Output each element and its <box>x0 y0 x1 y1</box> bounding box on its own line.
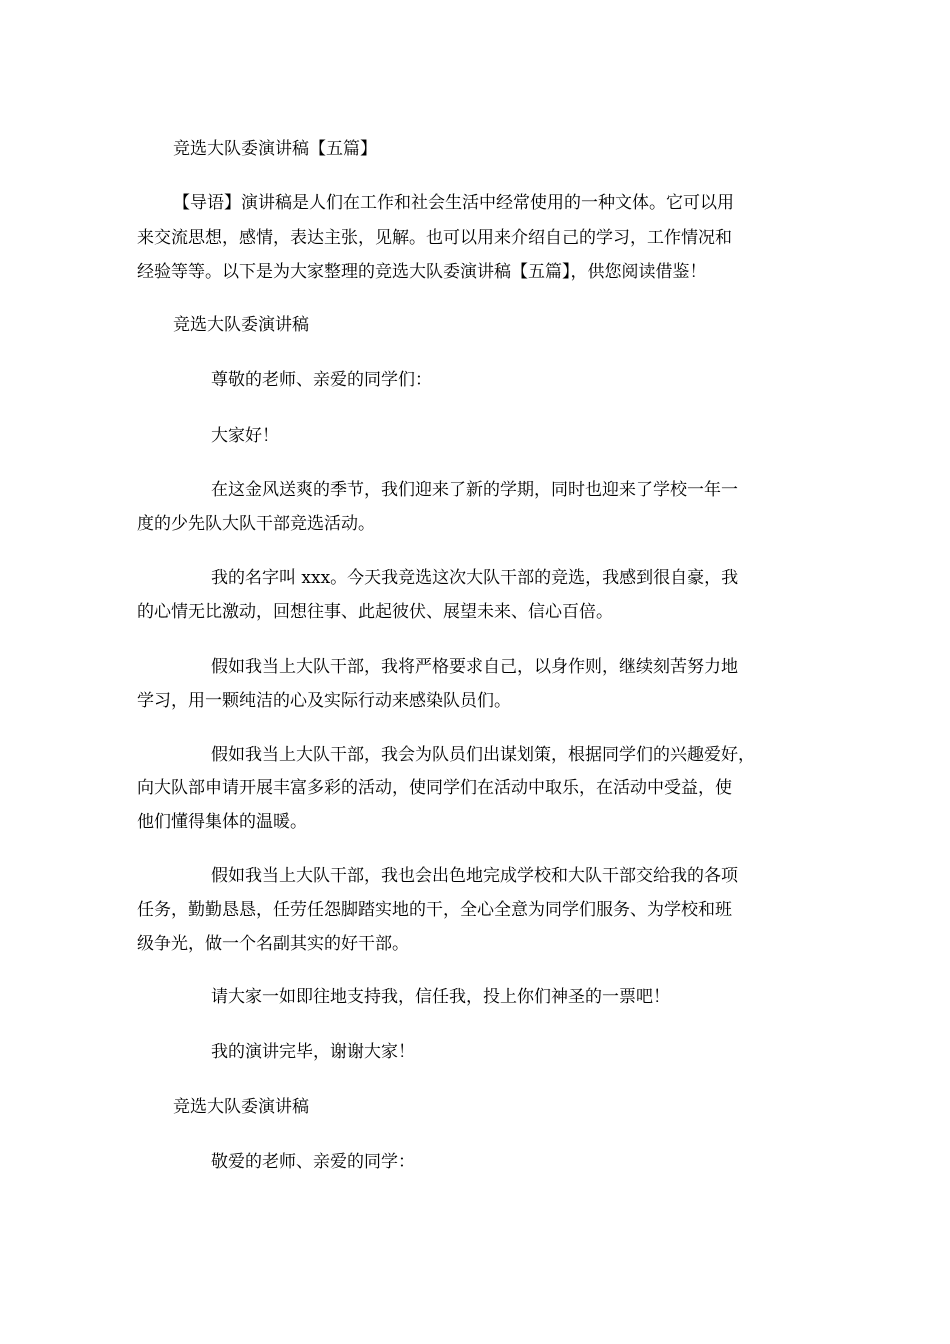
speech-2-salutation: 敬爱的老师、亲爱的同学： <box>211 1152 415 1172</box>
intro-line-2: 来交流思想，感情，表达主张，见解。也可以用来介绍自己的学习，工作情况和 <box>137 228 732 248</box>
speech-1-p1-line-1: 在这金风送爽的季节，我们迎来了新的学期，同时也迎来了学校一年一 <box>211 480 738 500</box>
speech-1-p2-line-2: 的心情无比激动，回想往事、此起彼伏、展望未来、信心百倍。 <box>137 602 613 622</box>
speech-1-p3-line-1: 假如我当上大队干部，我将严格要求自己，以身作则，继续刻苦努力地 <box>211 657 738 677</box>
document-title: 竞选大队委演讲稿【五篇】 <box>173 139 377 159</box>
intro-line-3: 经验等等。以下是为大家整理的竞选大队委演讲稿【五篇】，供您阅读借鉴！ <box>137 262 707 282</box>
intro-line-1: 【导语】演讲稿是人们在工作和社会生活中经常使用的一种文体。它可以用 <box>173 193 734 213</box>
speech-1-heading: 竞选大队委演讲稿 <box>173 315 309 335</box>
speech-1-p5-line-3: 级争光，做一个名副其实的好干部。 <box>137 934 409 954</box>
speech-1-p5-line-1: 假如我当上大队干部，我也会出色地完成学校和大队干部交给我的各项 <box>211 866 738 886</box>
speech-1-p5-line-2: 任务，勤勤恳恳，任劳任怨脚踏实地的干，全心全意为同学们服务、为学校和班 <box>137 900 732 920</box>
speech-1-greeting: 大家好！ <box>211 426 279 446</box>
speech-1-p4-line-3: 他们懂得集体的温暖。 <box>137 812 307 832</box>
speech-1-p4-line-1: 假如我当上大队干部，我会为队员们出谋划策，根据同学们的兴趣爱好， <box>211 745 755 765</box>
speech-1-p2-line-1: 我的名字叫 xxx。今天我竞选这次大队干部的竞选，我感到很自豪，我 <box>211 568 739 588</box>
speech-1-p3-line-2: 学习，用一颗纯洁的心及实际行动来感染队员们。 <box>137 691 511 711</box>
speech-1-closing: 我的演讲完毕，谢谢大家！ <box>211 1042 415 1062</box>
speech-1-p1-line-2: 度的少先队大队干部竞选活动。 <box>137 514 375 534</box>
speech-1-salutation: 尊敬的老师、亲爱的同学们： <box>211 370 432 390</box>
speech-2-heading: 竞选大队委演讲稿 <box>173 1097 309 1117</box>
speech-1-p6: 请大家一如即往地支持我，信任我，投上你们神圣的一票吧！ <box>211 987 670 1007</box>
speech-1-p4-line-2: 向大队部申请开展丰富多彩的活动，使同学们在活动中取乐，在活动中受益，使 <box>137 778 732 798</box>
